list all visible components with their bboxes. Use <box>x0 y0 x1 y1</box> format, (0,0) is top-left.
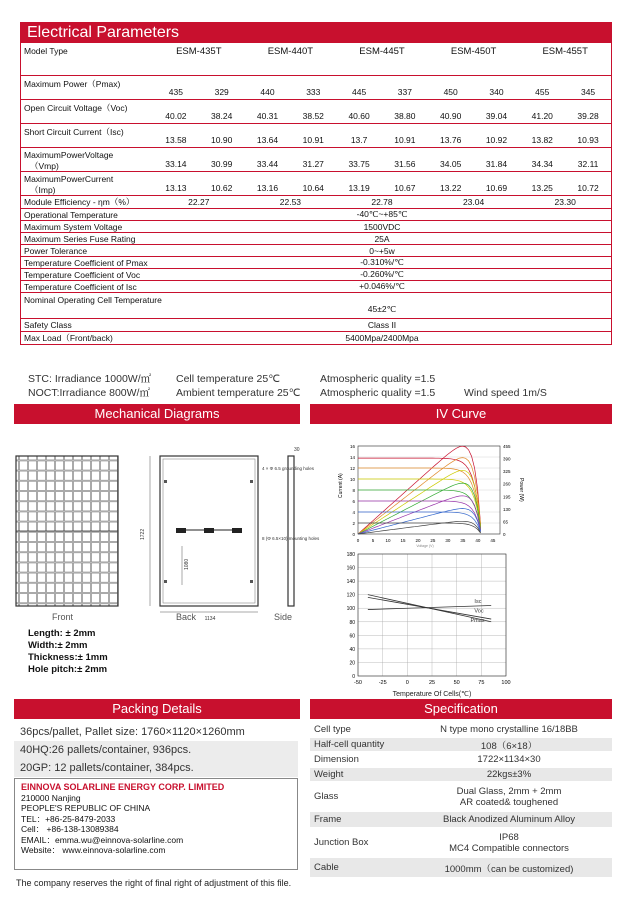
efficiency-value: 23.04 <box>462 197 485 207</box>
noct-header <box>474 59 520 75</box>
dim-width: 1134 <box>204 616 216 622</box>
param-label <box>21 76 153 99</box>
spec-value-line: 22kgs±3% <box>486 769 532 780</box>
model-esm-455t: ESM-455T <box>542 45 588 57</box>
iv-title: IV Curve <box>310 404 612 424</box>
general-label: Temperature Coefficient of Pmax <box>24 257 148 268</box>
spec-row <box>310 812 612 828</box>
spec-value <box>406 768 612 781</box>
param-value: 10.64 <box>302 183 324 193</box>
company-city: 210000 Nanjing <box>21 792 81 803</box>
noct-irradiance: NOCT:Irradiance 800W/㎡ <box>28 387 150 399</box>
noct-header <box>290 59 336 75</box>
voltage-tick: 40 <box>475 538 481 543</box>
general-value: -40℃~+85℃ <box>356 209 408 219</box>
param-value: 39.28 <box>577 111 599 121</box>
spec-value <box>406 722 612 737</box>
maxload-row <box>21 331 611 344</box>
param-value: 31.56 <box>394 159 416 169</box>
param-value: 40.90 <box>440 111 462 121</box>
param-value: 34.05 <box>440 159 462 169</box>
spec-value-line: N type mono crystalline 16/18BB <box>440 724 578 735</box>
param-row-0 <box>21 75 611 99</box>
param-value: 455 <box>535 87 550 97</box>
maxload-label: Max Load（Front/back) <box>24 333 113 343</box>
current-tick: 8 <box>352 488 355 493</box>
spec-row <box>310 858 612 878</box>
param-value: 440 <box>260 87 275 97</box>
noct-header <box>199 59 245 75</box>
power-tick: 65 <box>503 519 509 525</box>
general-label: Maximum Series Fuse Rating <box>24 233 136 244</box>
company-country: PEOPLE'S REPUBLIC OF CHINA <box>21 803 151 813</box>
param-row-1 <box>21 99 611 123</box>
param-value: 10.91 <box>394 135 416 145</box>
spec-key: Weight <box>314 769 344 780</box>
safety-label: Safety Class <box>24 320 72 330</box>
stc-header <box>245 59 291 75</box>
iv-curve <box>358 468 481 528</box>
current-tick: 14 <box>349 455 355 460</box>
param-value: 337 <box>397 87 412 97</box>
packing-line-1: 36pcs/pallet, Pallet size: 1760×1120×1260mm <box>20 726 245 738</box>
power-tick: 130 <box>503 506 511 512</box>
front-label: Front <box>52 612 74 622</box>
model-esm-445t: ESM-445T <box>359 45 405 57</box>
param-value: 13.16 <box>256 183 279 193</box>
stc-irradiance: STC: Irradiance 1000W/㎡ <box>28 373 152 385</box>
param-values <box>153 172 611 195</box>
temp-x-tick: -25 <box>378 680 387 686</box>
param-value: 31.84 <box>485 159 508 169</box>
spec-value-line: IP68 <box>499 831 519 843</box>
model-esm-440t: ESM-440T <box>267 45 314 57</box>
front-panel-drawing <box>16 456 118 606</box>
param-value: 30.99 <box>211 159 233 169</box>
spec-value <box>406 738 612 751</box>
tol-length: Length: ± 2mm <box>28 628 96 639</box>
noct-wind: Wind speed 1m/S <box>464 387 547 399</box>
param-value: 34.34 <box>531 159 553 169</box>
param-values <box>153 148 611 171</box>
company-name: EINNOVA SOLARLINE ENERGY CORP. LIMITED <box>21 782 225 792</box>
model-row <box>21 43 611 59</box>
back-label: Back <box>176 612 197 622</box>
efficiency-value: 23.30 <box>554 197 576 207</box>
maxload-value: 5400Mpa/2400Mpa <box>345 333 419 343</box>
temp-y-tick: 60 <box>349 633 355 640</box>
param-value: 31.27 <box>302 159 324 169</box>
general-row-0 <box>21 208 611 220</box>
param-label-line1: Open Circuit Voltage（Voc) <box>24 103 128 113</box>
general-row-6 <box>21 280 611 292</box>
noct-ambient-temp: Ambient temperature 25℃ <box>176 387 301 399</box>
param-label <box>21 100 153 123</box>
model-esm-450t: ESM-450T <box>450 45 497 57</box>
spec-value-line: Dual Glass, 2mm + 2mm <box>456 785 562 797</box>
param-value: 10.69 <box>485 183 508 193</box>
noct-temp-value: 45±2℃ <box>367 304 397 314</box>
spec-key: Glass <box>314 791 339 802</box>
param-label <box>21 124 153 147</box>
stc-atmos: Atmospheric quality =1.5 <box>320 373 436 385</box>
spec-value-line: Black Anodized Aluminum Alloy <box>442 814 576 825</box>
noct-header <box>382 59 428 75</box>
current-tick: 2 <box>352 521 355 526</box>
electrical-parameters-table <box>20 22 612 345</box>
dim-thickness: 30 <box>294 447 300 453</box>
general-value: 25A <box>374 233 390 244</box>
param-value: 13.13 <box>165 183 187 193</box>
model-esm-435t: ESM-435T <box>176 45 222 57</box>
stc-header <box>519 59 565 75</box>
temp-y-tick: 20 <box>349 660 355 667</box>
param-row-4 <box>21 171 611 195</box>
stc-header <box>153 59 199 75</box>
voltage-tick: 45 <box>490 538 496 543</box>
spec-key: Frame <box>314 814 342 825</box>
general-row-5 <box>21 268 611 280</box>
spec-value-line: 1722×1134×30 <box>477 754 541 765</box>
voltage-tick: 0 <box>356 538 360 543</box>
param-value: 40.02 <box>165 111 187 121</box>
param-label-line1: Short Circuit Current（Isc) <box>24 127 124 137</box>
spec-value <box>406 858 612 877</box>
temperature-coefficient-chart <box>330 550 530 700</box>
efficiency-row <box>21 195 611 208</box>
stc-noct-row <box>21 59 611 75</box>
stc-cell-temp: Cell temperature 25℃ <box>176 373 281 385</box>
efficiency-value: 22.27 <box>188 197 210 207</box>
param-label-line1: Maximum Power（Pmax) <box>24 79 121 89</box>
voltage-tick: 30 <box>445 538 451 543</box>
param-value: 13.58 <box>165 135 187 145</box>
param-value: 450 <box>443 87 458 97</box>
temp-x-tick: 0 <box>405 680 409 686</box>
general-value: 0~+5w <box>369 245 395 256</box>
temp-y-tick: 80 <box>349 619 355 626</box>
general-label: Maximum System Voltage <box>24 221 123 232</box>
dim-height: 1722 <box>140 528 146 540</box>
spec-value-line: MC4 Compatible connectors <box>449 842 569 854</box>
param-value: 13.7 <box>350 135 368 145</box>
efficiency-value: 22.53 <box>279 197 302 207</box>
spec-row <box>310 828 612 858</box>
general-value: -0.310%/℃ <box>360 257 404 267</box>
safety-value: Class II <box>367 320 397 330</box>
general-label: Operational Temperature <box>24 209 118 220</box>
power-tick: 260 <box>503 481 511 487</box>
param-value: 33.75 <box>348 159 370 169</box>
tol-width: Width:± 2mm <box>28 640 88 651</box>
iv-curve-chart <box>330 438 530 548</box>
param-value: 13.22 <box>440 183 462 193</box>
param-value: 340 <box>489 87 504 97</box>
general-label: Power Tolerance <box>24 245 88 256</box>
power-tick: 390 <box>503 456 511 462</box>
spec-key: Cable <box>314 862 339 873</box>
param-label <box>21 148 153 171</box>
current-tick: 4 <box>352 510 355 515</box>
param-value: 39.04 <box>485 111 508 121</box>
temp-y-tick: 100 <box>346 606 355 613</box>
param-values <box>153 124 611 147</box>
spec-row <box>310 752 612 768</box>
company-website: Website： www.einnova-solarline.com <box>21 845 166 855</box>
specification-table <box>310 722 612 878</box>
param-value: 10.92 <box>485 135 508 145</box>
current-tick: 12 <box>349 466 355 471</box>
company-info <box>14 778 298 870</box>
spec-value <box>406 828 612 857</box>
power-tick: 325 <box>503 469 511 475</box>
temp-y-tick: 160 <box>346 565 355 572</box>
voltage-tick: 5 <box>371 538 375 543</box>
packing-title: Packing Details <box>14 699 300 719</box>
param-value: 33.44 <box>256 159 279 169</box>
current-tick: 16 <box>349 444 355 449</box>
param-value: 333 <box>306 87 321 97</box>
stc-header <box>428 59 474 75</box>
param-value: 13.82 <box>531 135 553 145</box>
spec-key: Cell type <box>314 724 351 735</box>
tol-thickness: Thickness:± 1mm <box>28 652 108 663</box>
company-tel: TEL：+86-25-8479-2033 <box>21 813 116 824</box>
legend-pmax: Pmax <box>470 617 485 624</box>
current-tick: 0 <box>352 532 355 537</box>
temp-y-tick: 180 <box>346 552 355 558</box>
param-label-line1: MaximumPowerVoltage <box>24 150 114 160</box>
noct-header <box>565 59 611 75</box>
noct-temp-row <box>21 292 611 318</box>
general-row-1 <box>21 220 611 232</box>
spec-value-line: 108（6×18） <box>480 740 538 752</box>
efficiency-value: 22.78 <box>371 197 393 207</box>
specification-title: Specification <box>310 699 612 719</box>
tol-hole-pitch: Hole pitch:± 2mm <box>28 664 108 675</box>
temp-axis-label: Temperature Of Cells(℃) <box>392 691 472 698</box>
tolerances <box>28 628 108 676</box>
side-label: Side <box>274 612 293 622</box>
voltage-tick: 20 <box>415 538 421 543</box>
param-value: 13.76 <box>440 135 462 145</box>
param-value: 40.31 <box>256 111 279 121</box>
current-tick: 10 <box>349 477 355 482</box>
param-label <box>21 172 153 195</box>
param-value: 10.91 <box>302 135 324 145</box>
packing-line-3: 20GP: 12 pallets/container, 384pcs. <box>14 759 298 777</box>
spec-row <box>310 768 612 782</box>
back-panel-drawing <box>140 456 320 622</box>
company-cell: Cell： +86-138-13089384 <box>21 824 119 834</box>
company-email: EMAIL：emma.wu@einnova-solarline.com <box>21 834 184 845</box>
temp-y-tick: 140 <box>346 579 355 586</box>
param-value: 10.72 <box>577 183 599 193</box>
temp-x-tick: 100 <box>501 680 511 686</box>
mechanical-title: Mechanical Diagrams <box>14 404 300 424</box>
spec-value-line: AR coated& toughened <box>459 796 559 808</box>
general-value: +0.046%/℃ <box>359 281 405 291</box>
power-curve <box>358 496 481 534</box>
voltage-axis-label: Voltage (V) <box>416 544 434 548</box>
temp-x-tick: -50 <box>354 680 362 686</box>
param-value: 40.60 <box>348 111 370 121</box>
power-tick: 0 <box>503 532 506 537</box>
isc-line <box>368 606 491 610</box>
general-label: Temperature Coefficient of Voc <box>24 269 141 280</box>
param-label-line1: MaximumPowerCurrent <box>24 174 114 184</box>
param-value: 38.24 <box>211 111 233 121</box>
param-value: 10.67 <box>394 183 416 193</box>
temp-x-tick: 75 <box>478 680 485 686</box>
spec-value <box>406 752 612 767</box>
footer-note: The company reserves the right of final right of adjustment of this file. <box>16 878 292 888</box>
param-row-2 <box>21 123 611 147</box>
current-tick: 6 <box>352 499 355 504</box>
noct-conditions <box>28 385 547 400</box>
voltage-tick: 35 <box>460 538 466 543</box>
param-value: 435 <box>168 87 183 97</box>
model-label: Model Type <box>24 46 68 56</box>
general-value: -0.260%/℃ <box>360 269 404 279</box>
noct-atmos: Atmospheric quality =1.5 <box>320 387 436 399</box>
voltage-tick: 10 <box>385 538 391 543</box>
param-value: 32.11 <box>577 159 599 169</box>
general-value: 1500VDC <box>363 221 401 232</box>
param-value: 445 <box>351 87 367 97</box>
param-values <box>153 76 611 99</box>
spec-key: Dimension <box>314 754 359 765</box>
param-value: 10.93 <box>577 135 599 145</box>
efficiency-label: Module Efficiency - ηm（%） <box>24 197 135 207</box>
param-label-line2: （Imp) <box>30 185 56 195</box>
voltage-tick: 15 <box>400 538 406 543</box>
mounting-note: 8 (Φ 6.5×10) mounting holes <box>262 536 320 541</box>
temp-y-tick: 0 <box>352 674 355 680</box>
mechanical-diagram <box>10 440 320 622</box>
spec-key: Half-cell quantity <box>314 739 385 750</box>
spec-value <box>406 782 612 811</box>
dim-pitch: 1080 <box>184 558 190 570</box>
general-label: Temperature Coefficient of Isc <box>24 281 137 292</box>
param-value: 38.52 <box>302 111 324 121</box>
general-row-4 <box>21 256 611 268</box>
current-axis-label: Current (A) <box>338 473 344 498</box>
temp-x-tick: 50 <box>453 680 460 686</box>
stc-header <box>336 59 382 75</box>
param-value: 41.20 <box>531 111 553 121</box>
param-row-3 <box>21 147 611 171</box>
legend-isc: Isc <box>474 598 482 605</box>
param-value: 13.25 <box>531 183 553 193</box>
packing-line-2: 40HQ:26 pallets/container, 936pcs. <box>14 741 298 759</box>
temp-x-tick: 25 <box>428 680 436 686</box>
spec-row <box>310 738 612 752</box>
param-value: 345 <box>580 87 596 97</box>
spec-value-line: 1000mm（can be customized) <box>444 863 574 875</box>
param-value: 13.64 <box>256 135 279 145</box>
grounding-note: 4 × Φ 6.5 grounding holes <box>262 466 315 471</box>
temp-y-tick: 120 <box>346 592 355 599</box>
param-value: 10.62 <box>211 183 233 193</box>
general-row-2 <box>21 232 611 244</box>
spec-value <box>406 812 612 827</box>
param-value: 38.80 <box>394 111 416 121</box>
param-value: 13.19 <box>348 183 370 193</box>
noct-temp-label: Nominal Operating Cell Temperature <box>24 295 162 305</box>
general-row-3 <box>21 244 611 256</box>
spec-key: Junction Box <box>314 837 369 848</box>
safety-row <box>21 318 611 331</box>
spec-row <box>310 782 612 812</box>
param-values <box>153 100 611 123</box>
param-label-line2: （Vmp) <box>30 161 59 171</box>
electrical-title: Electrical Parameters <box>21 23 611 43</box>
temp-y-tick: 40 <box>349 646 355 653</box>
legend-voc: Voc <box>474 608 484 615</box>
voltage-tick: 25 <box>430 538 436 543</box>
power-tick: 455 <box>503 444 511 449</box>
power-axis-label: Power (W) <box>518 478 524 502</box>
stc-conditions <box>28 371 435 386</box>
param-value: 329 <box>214 87 229 97</box>
param-value: 33.14 <box>165 159 187 169</box>
power-tick: 195 <box>503 494 511 500</box>
param-value: 10.90 <box>211 135 233 145</box>
spec-row <box>310 722 612 738</box>
